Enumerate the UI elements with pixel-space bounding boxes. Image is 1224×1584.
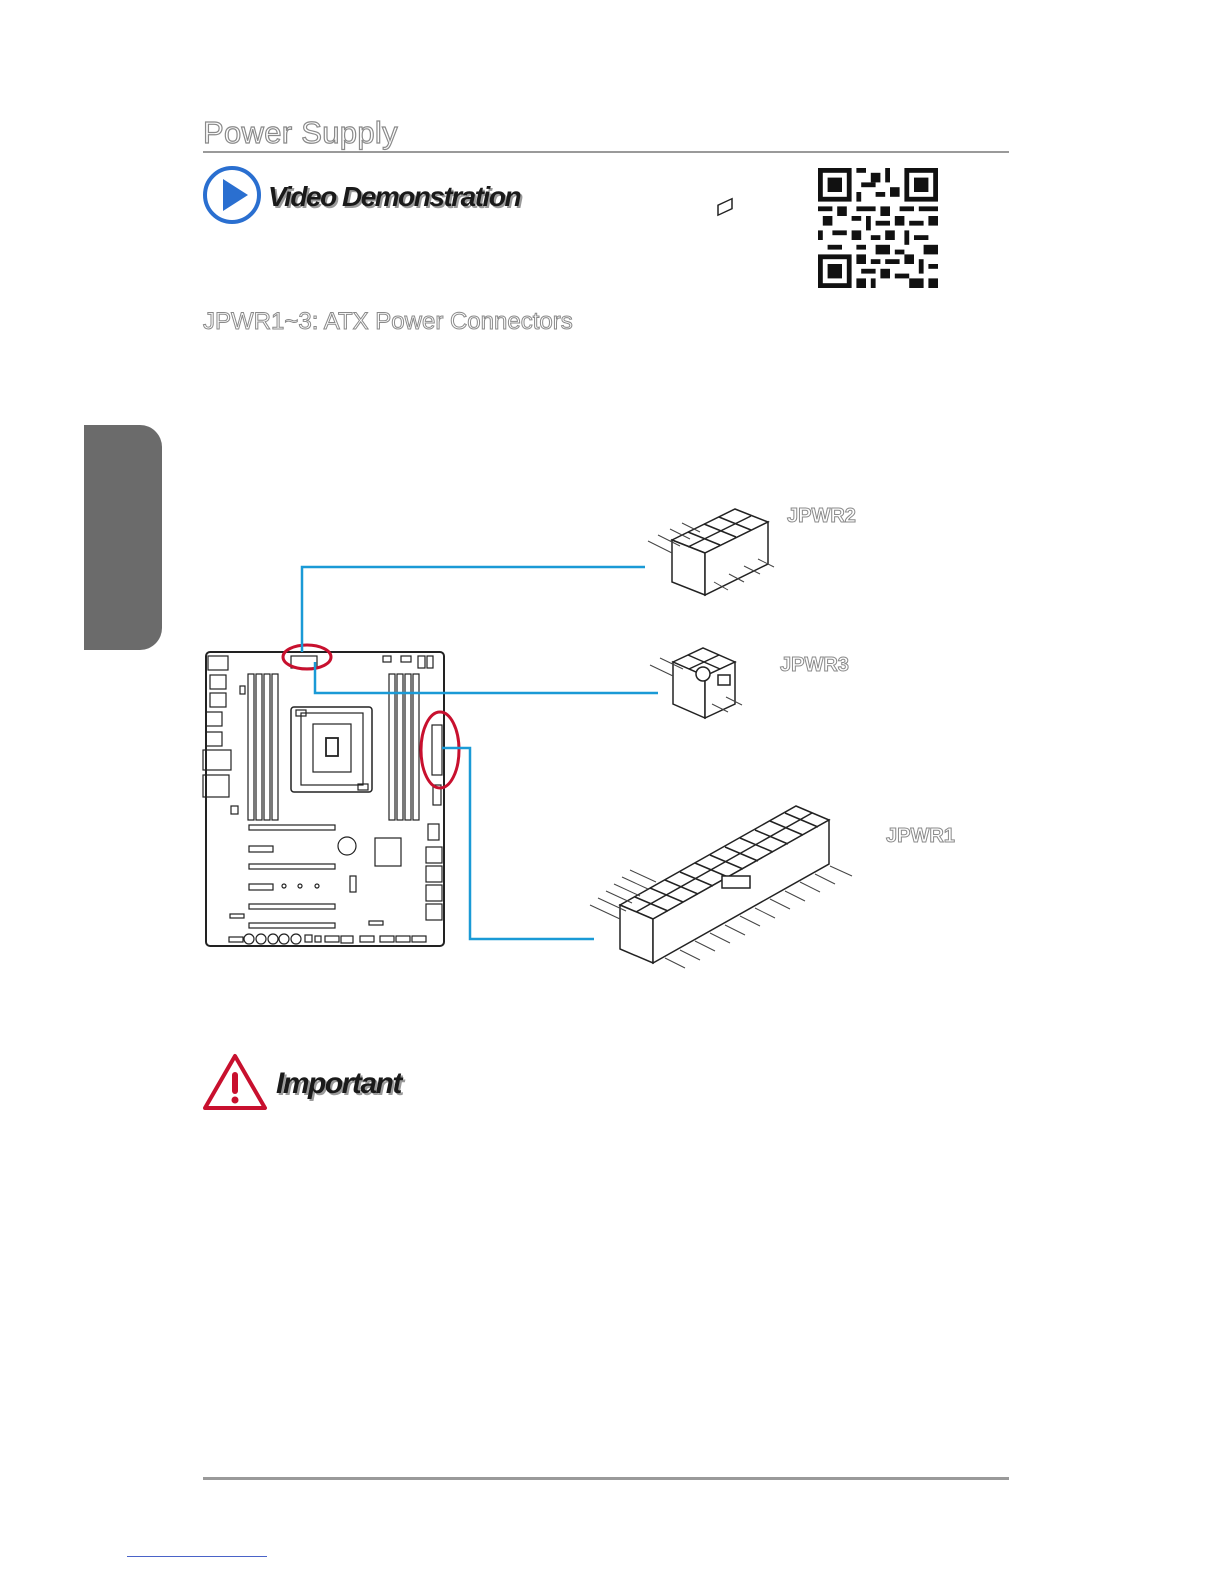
footer-rule bbox=[203, 1477, 1009, 1480]
section-title: Power Supply bbox=[203, 115, 398, 150]
jpwr2-jpwr3-highlight bbox=[283, 645, 331, 669]
motherboard-illustration bbox=[203, 652, 444, 946]
connector-subheading: JPWR1~3: ATX Power Connectors bbox=[203, 308, 573, 335]
jpwr3-label: JPWR3 bbox=[780, 654, 849, 676]
jpwr2-leader-line bbox=[302, 567, 645, 652]
jpwr1-connector bbox=[590, 806, 852, 968]
jpwr2-label: JPWR2 bbox=[787, 505, 856, 527]
jpwr3-leader-line bbox=[315, 662, 658, 693]
jpwr2-connector bbox=[648, 199, 774, 595]
bottom-underline bbox=[127, 1556, 267, 1557]
warning-triangle-icon bbox=[202, 1052, 268, 1112]
video-demonstration-label[interactable]: Video Demonstration bbox=[268, 181, 521, 212]
jpwr1-label: JPWR1 bbox=[886, 825, 955, 847]
jpwr3-connector bbox=[650, 648, 742, 718]
jpwr1-highlight bbox=[421, 712, 459, 788]
jpwr1-leader-line bbox=[442, 748, 594, 939]
important-label: Important bbox=[276, 1067, 401, 1100]
